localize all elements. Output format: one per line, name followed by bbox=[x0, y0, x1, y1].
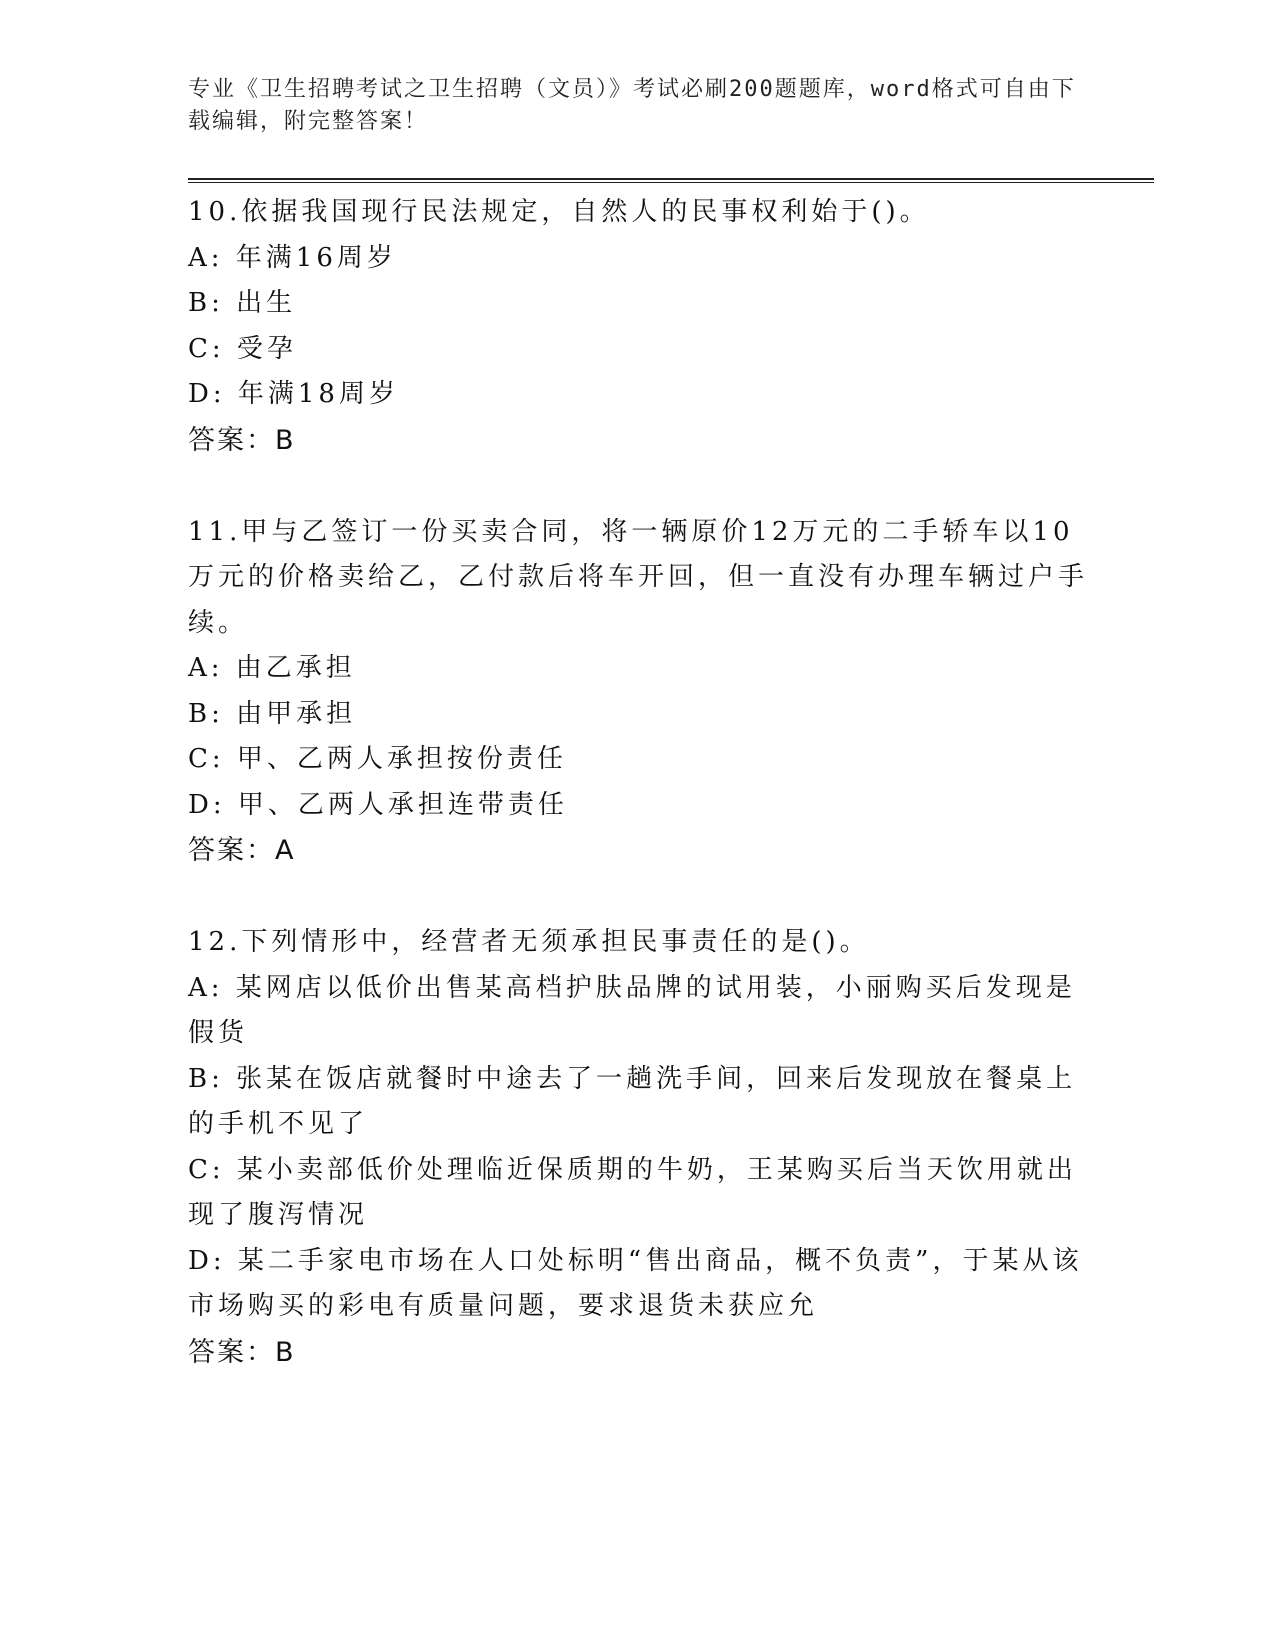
option-a: A: 年满16周岁 bbox=[188, 242, 397, 273]
option-d: D: 某二手家电市场在人口处标明“售出商品，概不负责”，于某从该市场购买的彩电有质量问题，要求退货未获应允 bbox=[188, 1245, 1083, 1321]
option-b: B: 出生 bbox=[188, 288, 297, 318]
option-b: B: 由甲承担 bbox=[188, 698, 357, 729]
option-d: D: 年满18周岁 bbox=[188, 379, 399, 409]
question-12 bbox=[188, 920, 1088, 1376]
option-b: B: 张某在饭店就餐时中途去了一趟洗手间，回来后发现放在餐桌上的手机不见了 bbox=[188, 1063, 1077, 1139]
answer-line: 答案：A bbox=[188, 835, 296, 866]
option-c: C: 甲、乙两人承担按份责任 bbox=[188, 744, 567, 774]
option-d: D: 甲、乙两人承担连带责任 bbox=[188, 789, 568, 820]
question-stem: 11.甲与乙签订一份买卖合同，将一辆原价12万元的二手轿车以10万元的价格卖给乙，乙付款后将车开回，但一直没有办理车辆过户手续。 bbox=[188, 516, 1089, 638]
question-stem: 12.下列情形中，经营者无须承担民事责任的是()。 bbox=[188, 927, 870, 957]
answer-line: 答案：B bbox=[188, 1336, 296, 1368]
question-10 bbox=[188, 190, 1088, 464]
option-c: C: 受孕 bbox=[188, 333, 297, 364]
header-divider bbox=[188, 178, 1154, 183]
option-a: A: 某网店以低价出售某高档护肤品牌的试用装，小丽购买后发现是假货 bbox=[188, 972, 1076, 1048]
question-list bbox=[188, 190, 1088, 1422]
question-11 bbox=[188, 510, 1088, 875]
question-stem: 10.依据我国现行民法规定，自然人的民事权利始于()。 bbox=[188, 197, 930, 227]
option-a: A: 由乙承担 bbox=[188, 653, 356, 683]
document-header: 专业《卫生招聘考试之卫生招聘（文员）》考试必刷200题题库，word格式可自由下载编辑，附完整答案！ bbox=[188, 77, 1076, 134]
answer-line: 答案：B bbox=[188, 424, 296, 456]
option-c: C: 某小卖部低价处理临近保质期的牛奶，王某购买后当天饮用就出现了腹泻情况 bbox=[188, 1154, 1077, 1230]
